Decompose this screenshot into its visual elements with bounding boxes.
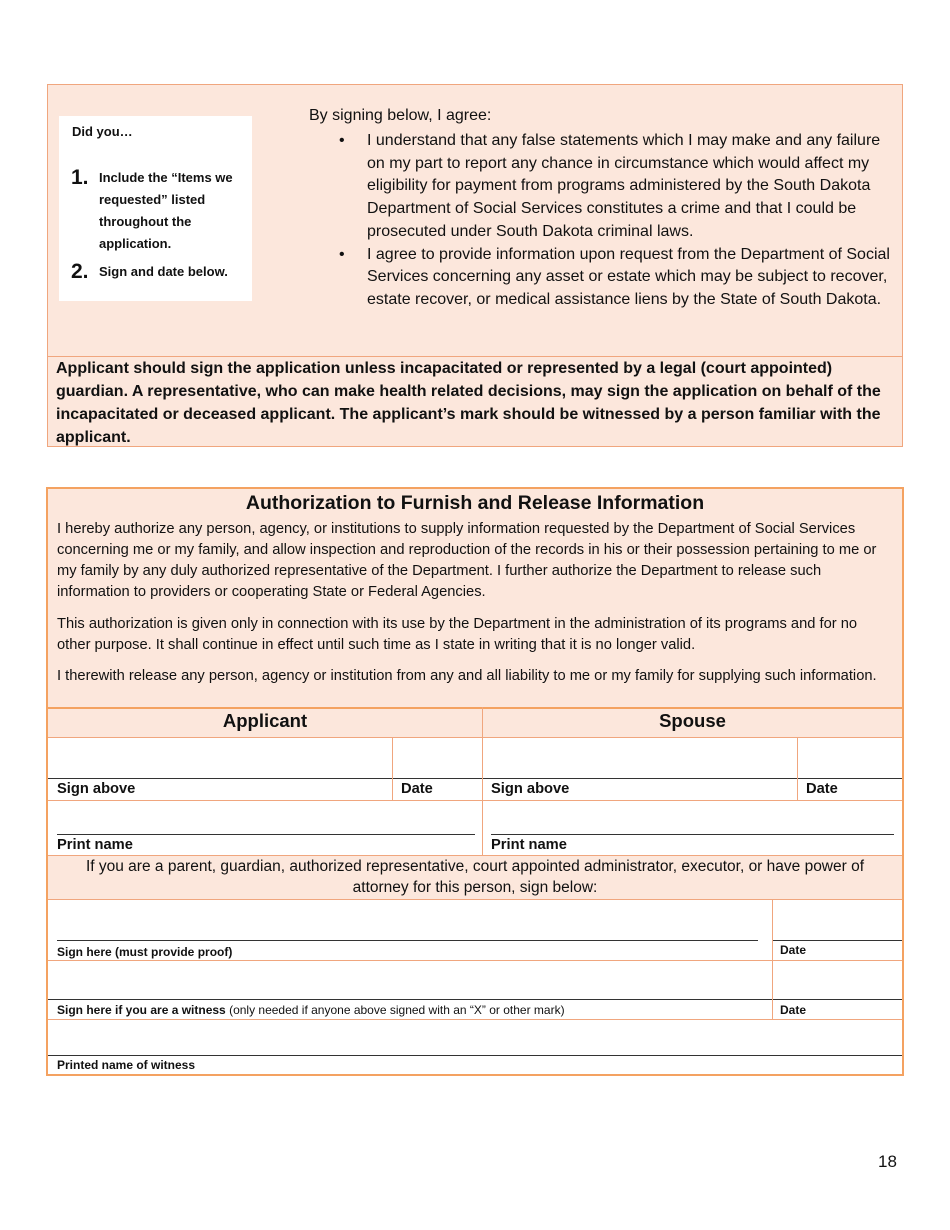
applicant-sign-label: Sign above <box>57 781 136 797</box>
bullet-icon: • <box>339 132 345 149</box>
spouse-sign-label: Sign above <box>491 781 570 797</box>
authorization-paragraph: I hereby authorize any person, agency, or institutions to supply information requested by the Department of Social Services concerning me or my family, and allow inspection and reproduction of the records in his or their possession pertaining to me or my family by any duly authorized representative of the Department. I further authorize the Department to release such information to providers or cooperating State or Federal Agencies. <box>57 521 877 600</box>
agreement-intro: By signing below, I agree: <box>309 107 492 124</box>
authorization-section <box>46 487 904 1076</box>
representative-signature-field[interactable] <box>48 900 772 940</box>
applicant-print-name-label: Print name <box>57 837 133 853</box>
divider <box>48 707 902 709</box>
witness-date-field[interactable] <box>773 961 902 999</box>
spouse-signature-field[interactable] <box>483 738 797 778</box>
applicant-signature-field[interactable] <box>48 738 392 778</box>
representative-date-label: Date <box>780 943 807 957</box>
applicant-date-label: Date <box>401 781 433 797</box>
page-number: 18 <box>878 1152 897 1171</box>
checklist-text: Include the “Items we requested” listed throughout the application. <box>99 170 233 251</box>
representative-note: If you are a parent, guardian, authorized representative, court appointed administrator, executor, or have power of attorney for this person, sign below: <box>48 856 902 899</box>
spouse-print-name-label: Print name <box>491 837 567 853</box>
authorization-title: Authorization to Furnish and Release Information <box>245 492 705 514</box>
witness-printed-name-field[interactable] <box>48 1020 902 1055</box>
authorization-paragraph: I therewith release any person, agency or institution from any and all liability to me or my family for supplying such information. <box>57 668 877 684</box>
signature-line <box>773 940 902 941</box>
signature-line <box>48 778 902 779</box>
representative-date-field[interactable] <box>773 900 902 940</box>
signature-line <box>57 940 758 941</box>
divider <box>772 900 773 1019</box>
signature-line <box>48 999 902 1000</box>
did-you-checklist <box>59 116 252 301</box>
agreement-bullet: • I agree to provide information upon request from the Department of Social Services concerning any asset or estate which may be subject to recover, estate recover, or medical assistance liens by the State of South Dakota. <box>339 245 890 308</box>
signature-grid <box>48 707 902 1074</box>
witness-date-label: Date <box>780 1003 807 1017</box>
agreement-bullet: • I understand that any false statements which I may make and any failure on my part to report any chance in circumstance which would affect my eligibility for payment from programs administered by the South Dakota Department of Social Services constitutes a crime and that I could be prosecuted under South Dakota criminal laws. <box>339 132 881 240</box>
witness-sign-label: Sign here if you are a witness (only needed if anyone above signed with an “X” or other mark) <box>57 1003 565 1017</box>
spouse-header: Spouse <box>483 707 902 737</box>
spouse-date-field[interactable] <box>798 738 902 778</box>
checklist-title: Did you… <box>72 124 133 139</box>
divider <box>797 738 798 800</box>
checklist-number: 2. <box>71 260 89 283</box>
signature-notice: Applicant should sign the application unless incapacitated or represented by a legal (court appointed) guardian. A representative, who can make health related decisions, may sign the application on behalf of the incapacitated or deceased applicant. The applicant’s mark should be witnessed by a person familiar with the applicant. <box>56 360 881 446</box>
witness-signature-field[interactable] <box>48 961 772 999</box>
applicant-header: Applicant <box>48 707 482 737</box>
divider <box>482 707 483 855</box>
bullet-icon: • <box>339 245 345 263</box>
checklist-number: 1. <box>71 166 89 189</box>
agreement-list <box>309 130 894 312</box>
checklist-text: Sign and date below. <box>99 264 228 279</box>
sign-here-proof-label: Sign here (must provide proof) <box>57 945 233 959</box>
applicant-date-field[interactable] <box>393 738 482 778</box>
divider <box>392 738 393 800</box>
witness-printed-name-label: Printed name of witness <box>57 1058 196 1072</box>
agreement-section <box>47 84 903 447</box>
checklist-item <box>71 167 244 255</box>
signature-line <box>48 1055 902 1056</box>
spouse-date-label: Date <box>806 781 838 797</box>
checklist-item <box>71 261 244 283</box>
authorization-paragraph: This authorization is given only in connection with its use by the Department in the administration of its programs and for no other purpose. It shall continue in effect until such time as I state in writing that it is no longer valid. <box>57 616 858 653</box>
